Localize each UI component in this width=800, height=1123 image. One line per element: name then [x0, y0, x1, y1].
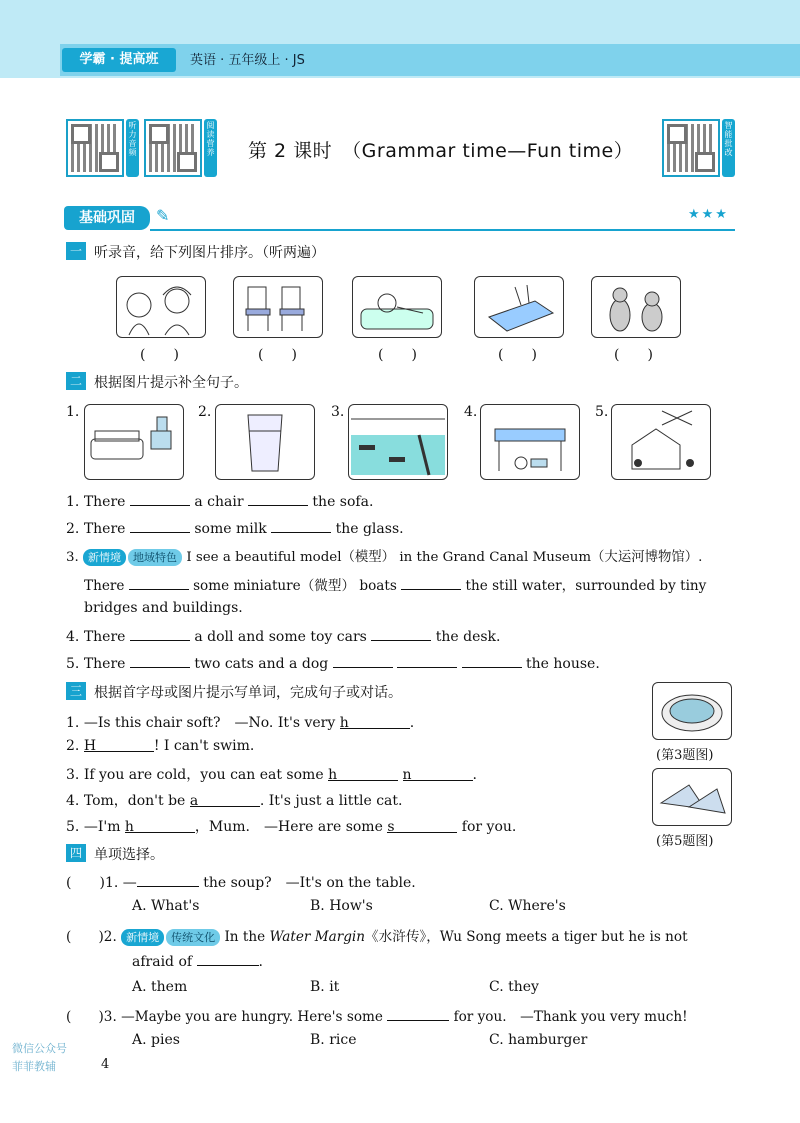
sentence-text: some miniature（微型） boats	[193, 578, 397, 594]
answer-blank[interactable]	[129, 576, 189, 590]
sentence-text: If you are cold，you can eat some	[83, 767, 324, 783]
fill-item-3	[66, 764, 477, 784]
option-c[interactable]: C. they	[489, 979, 539, 995]
option-a[interactable]: A. What's	[132, 898, 200, 914]
part-title: 根据图片提示补全句子。	[94, 375, 248, 391]
new-context-badge: 新情境	[121, 929, 164, 946]
qr-code-marking[interactable]	[662, 119, 720, 177]
picture-number: 2.	[198, 404, 212, 420]
sentence-text: for you.	[461, 819, 517, 835]
hint-letter: s	[387, 819, 395, 835]
fill-item-4	[66, 790, 402, 810]
order-blank-5[interactable]: ( )	[614, 347, 653, 363]
picture-sandwich	[652, 768, 732, 826]
picture-number: 5.	[595, 404, 609, 420]
part-title: 根据首字母或图片提示写单词，完成句子或对话。	[94, 685, 402, 701]
qr-code-reading[interactable]	[144, 119, 202, 177]
answer-blank[interactable]	[387, 1007, 449, 1021]
item-number: 1.	[66, 715, 80, 731]
answer-blank[interactable]	[401, 576, 461, 590]
hint-letter: h	[124, 819, 134, 835]
question-text: the soup? —It's on the table.	[203, 875, 416, 891]
watermark-line: 菲菲教辅	[12, 1060, 56, 1073]
part-number: 二	[66, 372, 86, 390]
item-number: 5.	[66, 656, 80, 672]
sentence-5	[66, 654, 600, 672]
sentence-text: —Is this chair soft? —No. It's very	[83, 715, 336, 731]
sentence-text: There	[84, 578, 125, 594]
part-number: 一	[66, 242, 86, 260]
sentence-text: the glass.	[335, 521, 404, 537]
answer-blank[interactable]	[84, 738, 154, 752]
sentence-text: the desk.	[435, 629, 501, 645]
answer-blank[interactable]	[190, 793, 260, 807]
sentence-3-line-1	[66, 546, 702, 566]
page-number: 4	[101, 1057, 110, 1072]
section-banner: 基础巩固	[64, 206, 150, 230]
order-blank-3[interactable]: ( )	[378, 347, 417, 363]
item-number: 5.	[66, 819, 80, 835]
hint-letter: a	[189, 793, 199, 809]
answer-blank[interactable]	[130, 492, 190, 506]
option-a[interactable]: A. them	[132, 979, 188, 995]
item-number: 4.	[66, 629, 80, 645]
picture-noodles	[652, 682, 732, 740]
qr-code-listening[interactable]	[66, 119, 124, 177]
sentence-text: There	[83, 521, 126, 537]
fill-item-5	[66, 816, 516, 836]
answer-blank[interactable]	[248, 492, 308, 506]
hint-letter: h	[339, 715, 349, 731]
listening-picture-3	[352, 276, 442, 338]
choice-1	[66, 872, 416, 892]
item-number: 2.	[66, 738, 80, 754]
option-a[interactable]: A. pies	[132, 1032, 180, 1048]
question-text: for you. —Thank you very much!	[453, 1009, 688, 1025]
pencil-icon: ✎	[156, 206, 170, 225]
item-number: 3.	[103, 1009, 117, 1025]
item-number: 2.	[103, 929, 117, 945]
subject-label: 英语 · 五年级上 · JS	[190, 53, 305, 68]
picture-number: 4.	[464, 404, 478, 420]
sentence-2	[66, 519, 404, 537]
listening-picture-5	[591, 276, 681, 338]
difficulty-stars: ★★★	[688, 207, 729, 222]
picture-house	[611, 404, 711, 480]
watermark	[12, 1040, 67, 1076]
question-text: 《水浒传》，Wu Song meets a tiger but he is not	[365, 929, 688, 945]
answer-blank[interactable]	[462, 654, 522, 668]
lesson-title: 第 2 课时 （Grammar time—Fun time）	[248, 140, 634, 162]
answer-blank[interactable]	[333, 654, 393, 668]
option-c[interactable]: C. hamburger	[489, 1032, 588, 1048]
answer-blank[interactable]	[130, 654, 190, 668]
order-blank-4[interactable]: ( )	[498, 347, 537, 363]
part-number: 四	[66, 844, 86, 862]
question-text: —	[122, 875, 137, 891]
sentence-4	[66, 627, 500, 645]
answer-blank[interactable]	[328, 767, 398, 781]
sentence-text: .	[472, 767, 477, 783]
item-number: 1.	[104, 875, 119, 891]
part-title: 听录音，给下列图片排序。（听两遍）	[94, 245, 325, 261]
choice-2	[66, 925, 688, 946]
answer-blank[interactable]	[340, 715, 410, 729]
answer-blank[interactable]	[397, 654, 457, 668]
choice-3	[66, 1005, 688, 1025]
sentence-text: some milk	[194, 521, 267, 537]
regional-badge: 地域特色	[128, 549, 182, 566]
hint-letter: H	[83, 738, 97, 754]
sentence-1	[66, 492, 373, 510]
listening-picture-4	[474, 276, 564, 338]
picture-glass	[215, 404, 315, 480]
sentence-text: . It's just a little cat.	[259, 793, 403, 809]
hint-letter: h	[328, 767, 338, 783]
figure-caption: (第3题图)	[656, 748, 714, 763]
sentence-text: the still water，surrounded by tiny	[465, 578, 707, 594]
answer-blank[interactable]	[137, 873, 199, 887]
answer-paren[interactable]: ( )	[66, 875, 105, 891]
answer-paren[interactable]: ( )	[66, 929, 104, 945]
item-number: 1.	[66, 494, 80, 510]
sentence-text: the sofa.	[312, 494, 374, 510]
fill-item-1	[66, 712, 414, 732]
sentence-3-line-3: bridges and buildings.	[84, 600, 243, 616]
brand-label: 学霸 · 提高班	[62, 48, 176, 72]
sentence-text: ，Mum. —Here are some	[194, 819, 383, 835]
watermark-line: 微信公众号	[12, 1042, 67, 1055]
answer-blank[interactable]	[271, 519, 331, 533]
item-number: 3.	[66, 767, 80, 783]
listening-picture-1	[116, 276, 206, 338]
option-b[interactable]: B. How's	[310, 898, 373, 914]
qr-label-reading: 阅读营养	[204, 119, 217, 177]
sentence-text: ! I can't swim.	[153, 738, 255, 754]
picture-number: 1.	[66, 404, 80, 420]
part-number: 三	[66, 682, 86, 700]
answer-blank[interactable]	[130, 627, 190, 641]
culture-badge: 传统文化	[166, 929, 220, 946]
answer-paren[interactable]: ( )	[66, 1009, 104, 1025]
answer-blank[interactable]	[371, 627, 431, 641]
sentence-3-line-2	[84, 574, 706, 594]
sentence-text: —I'm	[83, 819, 121, 835]
banner-line	[150, 229, 735, 231]
fill-item-2	[66, 738, 254, 754]
picture-desk	[480, 404, 580, 480]
sentence-text: There	[83, 656, 126, 672]
new-context-badge: 新情境	[83, 549, 126, 566]
qr-label-marking: 智能批改	[722, 119, 735, 177]
sentence-text: a doll and some toy cars	[194, 629, 367, 645]
sentence-text: a chair	[194, 494, 244, 510]
picture-canal	[348, 404, 448, 480]
option-b[interactable]: B. it	[310, 979, 340, 995]
answer-blank[interactable]	[130, 519, 190, 533]
sentence-text: I see a beautiful model（模型） in the Grand Canal Museum（大运河博物馆）.	[186, 550, 703, 565]
sentence-text: Tom，don't be	[83, 793, 186, 809]
sentence-text: .	[409, 715, 415, 731]
option-b[interactable]: B. rice	[310, 1032, 357, 1048]
picture-sofa	[84, 404, 184, 480]
answer-blank[interactable]	[197, 952, 259, 966]
sentence-text: two cats and a dog	[194, 656, 329, 672]
answer-blank[interactable]	[125, 819, 195, 833]
item-number: 2.	[66, 521, 80, 537]
sentence-text: There	[83, 629, 126, 645]
item-number: 4.	[66, 793, 80, 809]
question-text: afraid of	[132, 954, 193, 970]
question-text: —Maybe you are hungry. Here's some	[121, 1009, 383, 1025]
sentence-text: There	[83, 494, 126, 510]
order-blank-2[interactable]: ( )	[258, 347, 297, 363]
item-number: 3.	[66, 550, 79, 565]
figure-caption: (第5题图)	[656, 834, 714, 849]
answer-blank[interactable]	[387, 819, 457, 833]
picture-number: 3.	[331, 404, 345, 420]
answer-blank[interactable]	[403, 767, 473, 781]
book-title: Water Margin	[269, 929, 366, 945]
question-text: .	[258, 954, 263, 970]
hint-letter: n	[402, 767, 412, 783]
part-title: 单项选择。	[94, 847, 164, 863]
question-text: In the	[224, 929, 266, 945]
sentence-text: the house.	[526, 656, 600, 672]
order-blank-1[interactable]: ( )	[140, 347, 179, 363]
listening-picture-2	[233, 276, 323, 338]
qr-label-listening: 听力音频	[126, 119, 139, 177]
option-c[interactable]: C. Where's	[489, 898, 566, 914]
choice-2-line-2	[132, 952, 263, 970]
